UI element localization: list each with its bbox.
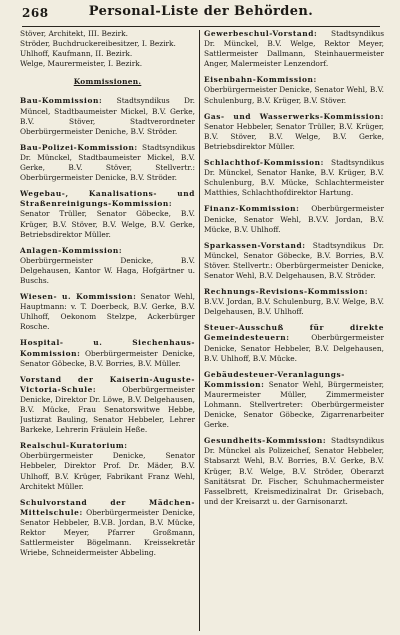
commission-members: Senator Trüller, Senator Göbecke, B.V. Krüger, B.V. Stöver, B.V. Welge, B.V. Gerke, Betriebsdirektor Müller. xyxy=(20,209,195,239)
commission-title: Wegebau-, Kanalisations- und Straßenreinigungs-Kommission: xyxy=(20,189,195,209)
commission-title: Gesundheits-Kommission: xyxy=(204,436,327,446)
commission-title: Anlagen-Kommission: xyxy=(20,245,123,255)
list-item: Ströder, Buchdruckereibesitzer, I. Bezirk. xyxy=(20,39,176,49)
commission-title: Bau-Polizei-Kommission: xyxy=(20,142,138,152)
commission-title: Eisenbahn-Kommission: xyxy=(204,75,317,85)
page-title: Personal-Liste der Behörden. xyxy=(88,4,314,19)
commission-entry xyxy=(204,323,384,363)
page-header xyxy=(22,6,380,24)
commission-entry xyxy=(20,96,195,136)
commission-title: Schulvorstand der Mädchen-Mittelschule: xyxy=(20,497,195,517)
column-divider xyxy=(199,30,200,631)
commission-title: Gewerbeschul-Vorstand: xyxy=(204,29,318,38)
right-column xyxy=(204,29,384,635)
list-item: Welge, Maurermeister, I. Bezirk. xyxy=(20,59,143,69)
commission-members: Oberbürgermeister Denicke, Senator Wehl, B.V. Schulenburg, B.V. Krüger, B.V. Stöver. xyxy=(204,85,384,105)
commission-title: Hospital- u. Siechenhaus-Kommission: xyxy=(20,338,195,358)
commission-members: Senator Wehl, Bürgermeister, Maurermeister Müller, Zimmermeister Lohmann. Stellvertreter: Oberbürgermeister Denicke, Senator Göbecke, Zigarrenarbeiter Gerke. xyxy=(204,379,384,430)
commission-entry xyxy=(20,189,195,239)
commission-entry xyxy=(204,204,384,234)
commission-title: Finanz-Kommission: xyxy=(204,204,300,214)
commission-entry xyxy=(20,498,195,559)
commission-entry xyxy=(204,75,384,105)
commission-entry xyxy=(20,375,195,436)
commission-entry xyxy=(204,370,384,431)
commission-title: Wiesen- u. Kommission: xyxy=(20,292,137,302)
list-item: Uhlhoff, Kaufmann, II. Bezirk. xyxy=(20,49,133,59)
commission-entry xyxy=(204,287,384,317)
commission-title: Schlachthof-Kommission: xyxy=(204,158,324,168)
header-rule xyxy=(22,26,380,27)
commission-entry xyxy=(204,112,384,152)
commission-entry xyxy=(20,292,195,332)
list-item: Stöver, Architekt, III. Bezirk. xyxy=(20,29,128,38)
commission-members: Stadtsyndikus Dr. Münckel, B.V. Welge, Rektor Meyer, Sattlermeister Dallmann, Steinhauermeister Anger, Malermeister Lenzendorf. xyxy=(204,29,384,69)
commission-title: Steuer-Ausschuß für direkte Gemeindesteuern: xyxy=(204,323,384,343)
commission-entry xyxy=(204,29,384,69)
commission-entry xyxy=(204,158,384,198)
commission-members: Oberbürgermeister Denicke, Senator Hebbeler, Direktor Prof. Dr. Mäder, B.V. Uhlhoff, B.V. Krüger, Fabrikant Franz Wehl, Architekt Müller. xyxy=(20,451,195,491)
commission-members: Senator Hebbeler, Senator Trüller, B.V. Krüger, B.V. Stöver, B.V. Welge, B.V. Gerke, Betriebsdirektor Müller. xyxy=(204,121,384,151)
commission-entry xyxy=(204,241,384,281)
commission-title: Sparkassen-Vorstand: xyxy=(204,240,306,250)
commission-members: Oberbürgermeister Denicke, Senator Wehl, B.V.V. Jordan, B.V. Mücke, B.V. Uhlhoff. xyxy=(204,204,384,234)
commission-title: Gas- und Wasserwerks-Kommission: xyxy=(204,111,384,121)
commission-title: Gebäudesteuer-Veranlagungs-Kommission: xyxy=(204,369,345,389)
commission-members: Stadtsyndikus Dr. Münckel als Polizeichef, Senator Hebbeler, Stabsarzt Wehl, B.V. Borries, B.V. Gerke, B.V. Krüger, B.V. Welge, B.V. Ströder, Oberarzt Sanitätsrat Dr. Fischer, Schuhmachermeister Fasselbrett, Kreismedizinalrat Dr. Grisebach, und der Kreisarzt u. der Garnisonarzt. xyxy=(204,436,384,506)
commission-members: Stadtsyndikus Dr. Münckel, Senator Göbecke, B.V. Borries, B.V. Stöver. Stellvertr.: Oberbürgermeister Denicke, Senator Wehl, B.V. Delgehausen, B.V. Ströder. xyxy=(204,240,384,280)
commission-entry xyxy=(20,143,195,183)
commission-title: Realschul-Kuratorium: xyxy=(20,441,128,451)
left-column xyxy=(20,29,195,635)
section-heading: Kommissionen. xyxy=(73,77,142,87)
commission-members: Stadtsyndikus Dr. Münckel, Senator Hanke, B.V. Krüger, B.V. Schulenburg, B.V. Mücke, Schlachtermeister Matthies, Schlachthofdirektor Hartung. xyxy=(204,158,384,198)
commission-members: Stadtsyndikus Dr. Münckel, Stadtbaumeister Mickel, B.V. Gerke, B.V. Stöver, Stellvertr.: Oberbürgermeister Denicke, B.V. Ströder. xyxy=(20,142,195,183)
commission-members: Oberbürgermeister Denicke, Senator Hebbeler, B.V.B. Jordan, B.V. Mücke, Rektor Meyer, Pfarrer Großmann, Sattlermeister Bögelmann. Kreissekretär Wriebe, Schneidermeister Abbeling. xyxy=(20,507,195,558)
commission-entry xyxy=(20,246,195,286)
commission-members: B.V.V. Jordan, B.V. Schulenburg, B.V. Welge, B.V. Delgehausen, B.V. Uhlhoff. xyxy=(204,297,384,317)
commission-members: Oberbürgermeister Denicke, B.V. Delgehausen, Kantor W. Haga, Hofgärtner u. Buschs. xyxy=(20,255,195,285)
page-number: 268 xyxy=(22,6,49,20)
commission-members: Oberbürgermeister Denicke, Senator Hebbeler, B.V. Delgehausen, B.V. Uhlhoff, B.V. Mücke. xyxy=(204,333,384,363)
top-item-list xyxy=(20,29,195,69)
commission-title: Rechnungs-Revisions-Kommission: xyxy=(204,287,369,297)
commission-members: Oberbürgermeister Denicke, Direktor Dr. Löwe, B.V. Delgehausen, B.V. Mücke, Frau Senatorswitwe Hebbe, Justizrat Bauling, Senator Hebbeler, Lehrer Barkeke, Lehrerin Fräulein Heße. xyxy=(20,384,195,435)
commission-members: Stadtsyndikus Dr. Müncel, Stadtbaumeister Mickel, B.V. Gerke, B.V. Stöver, Stadtverordneter Oberbürgermeister Deniche, B.V. Ströder. xyxy=(20,96,195,136)
commission-entry xyxy=(20,441,195,491)
commission-title: Bau-Kommission: xyxy=(20,96,103,106)
commission-entry xyxy=(20,338,195,368)
commission-title: Vorstand der Kaiserin-Auguste-Victoria-Schule: xyxy=(20,374,195,394)
commission-members: Oberbürgermeister Denicke, Senator Göbecke, B.V. Borries, B.V. Müller. xyxy=(20,348,195,368)
commission-members: Senator Wehl, Hauptmann: v. T. Doerbeck, B.V. Gerke, B.V. Uhlhoff, Oekonom Stelzpe, Ackerbürger Rosche. xyxy=(20,292,195,332)
commission-entry xyxy=(204,436,384,507)
